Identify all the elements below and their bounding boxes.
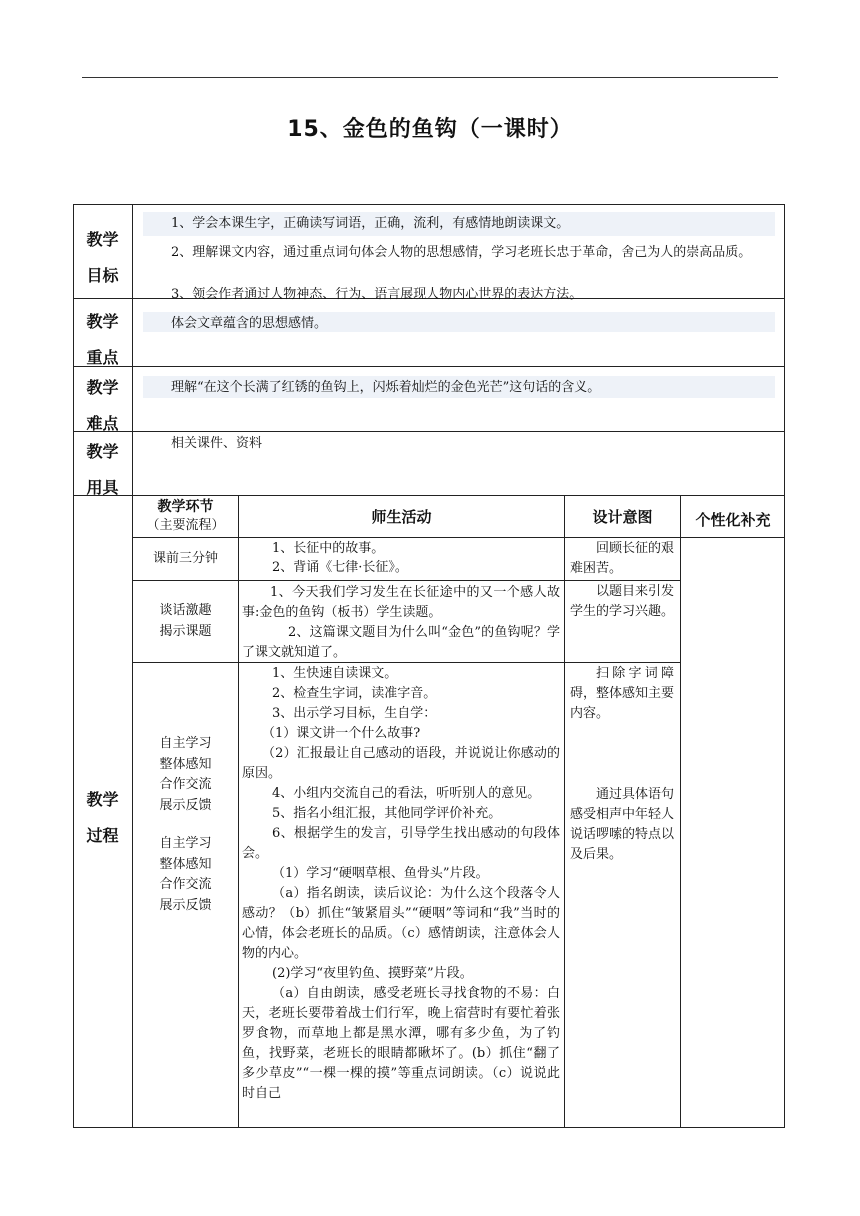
focus-text: 体会文章蕴含的思想感情。 (171, 316, 328, 331)
row-divider (73, 366, 785, 367)
goal-line-1: 1、学会本课生字，正确读写词语，正确，流利，有感情地朗读课文。 (171, 216, 570, 231)
stage-activity: 1、今天我们学习发生在长征途中的又一个感人故事:金色的鱼钩（板书）学生读题。 (242, 585, 560, 620)
label-column-divider (132, 204, 133, 1128)
stage-activity: 2、这篇课文题目为什么叫“金色”的鱼钩呢？学了课文就知道了。 (242, 625, 560, 660)
stage-name: 谈话激趣 揭示课题 (159, 603, 212, 639)
stage-activity: 2、背诵《七律·长征》。 (272, 560, 408, 575)
header-rule (82, 77, 778, 78)
stage-intent: 回顾长征的艰难困苦。 (570, 541, 675, 576)
header-stage: 教学环节 （主要流程） (146, 499, 225, 533)
header-intent: 设计意图 (592, 508, 653, 526)
stage-intent: 以题目来引发学生的学习兴趣。 (570, 584, 675, 619)
goal-line-2: 2、理解课文内容，通过重点词句体会人物的思想感情，学习老班长忠于革命，舍己为人的崇高品质。 (171, 245, 752, 260)
stage-activity: 1、生快速自读课文。 2、检查生字词，读准字音。 3、出示学习目标，生自学： （1）课文讲一个什么故事? （2）汇报最让自己感动的语段，并说说让你感动的原因。 4、小组内交流自己的看法，听听别人的意见。 5、指名小组汇报，其他同学评价补充。 6、根据学生的发言，引导学生找出感动的句段体会。 （1）学习“硬咽草根、鱼骨头”片段。 （a）指名朗读，读后议论：为什么这个段落令人感动？（b）抓住“皱紧眉头”“硬咽”等词和“我”当时的心情，体会老班长的品质。（c）感情朗读，注意体会人物的内心。 (2)学习“夜里钓鱼、摸野菜”片段。 （a）自由朗读，感受老班长寻找食物的不易：白天，老班长要带着战士们行军，晚上宿营时有要忙着张罗食物，而草地上都是黑水潭，哪有多少鱼，为了钓鱼，找野菜，老班长的眼睛都瞅坏了。(b）抓住“翻了多少草皮”“一棵一棵的摸”等重点词朗读。（c）说说此时自己 (242, 666, 560, 1101)
page-title: 15、金色的鱼钩（一课时） (287, 117, 573, 142)
header-supplement: 个性化补充 (695, 511, 771, 529)
focus-label: 教学 重点 (86, 312, 119, 367)
header-activity: 师生活动 (371, 508, 432, 526)
row-divider (73, 431, 785, 432)
tools-text: 相关课件、资料 (171, 436, 263, 451)
goal-label: 教学 目标 (86, 230, 119, 285)
stage-intent: 通过具体语句感受相声中年轻人说话啰嗦的特点以及后果。 (570, 787, 675, 862)
stage-activity: 1、长征中的故事。 (272, 541, 385, 556)
process-label: 教学 过程 (86, 790, 119, 845)
difficulty-label: 教学 难点 (86, 378, 119, 433)
stage-name: 自主学习 整体感知 合作交流 展示反馈 自主学习 整体感知 合作交流 展示反馈 (159, 736, 212, 913)
tools-label: 教学 用具 (86, 442, 119, 497)
goal-line-3: 3、领会作者通过人物神态、行为、语言展现人物内心世界的表达方法。 (171, 287, 583, 302)
stage-intent: 扫除字词障碍，整体感知主要内容。 (570, 666, 675, 721)
col-divider (238, 495, 239, 1128)
difficulty-text: 理解“在这个长满了红锈的鱼钩上，闪烁着灿烂的金色光芒”这句话的含义。 (171, 380, 601, 395)
row-divider (73, 495, 785, 496)
col-divider (680, 495, 681, 1128)
stage-divider (132, 580, 680, 581)
col-divider (564, 495, 565, 1128)
stage-name: 课前三分钟 (152, 551, 218, 566)
